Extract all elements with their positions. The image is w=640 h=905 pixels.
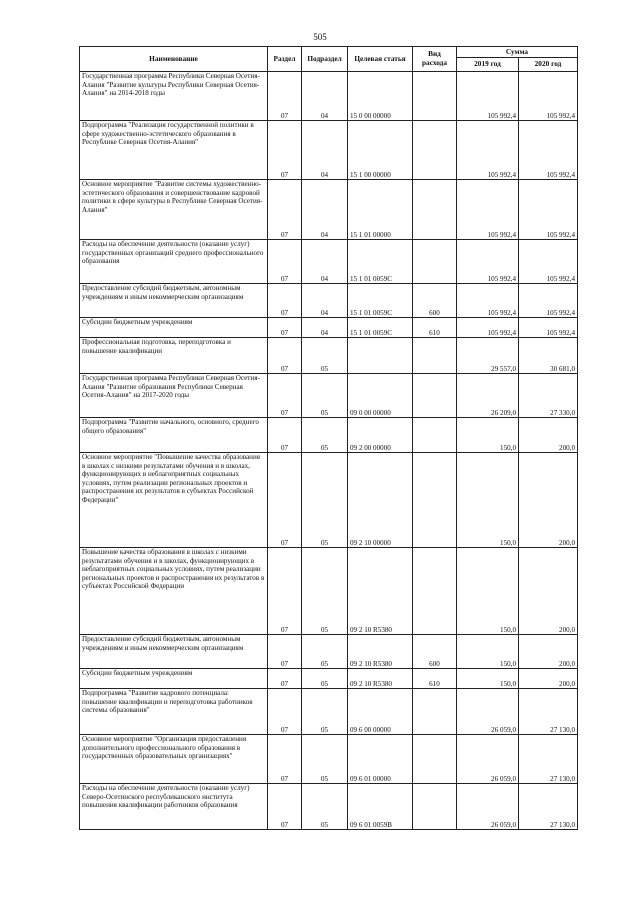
row-amount-2020: 200,0 <box>519 669 578 689</box>
row-subsection: 04 <box>302 180 348 240</box>
row-expense-type <box>413 548 457 635</box>
table-row <box>80 284 578 318</box>
row-expense-type: 610 <box>413 318 457 338</box>
row-section: 07 <box>268 180 302 240</box>
row-target-article <box>348 338 413 374</box>
row-expense-type <box>413 453 457 548</box>
row-section: 07 <box>268 418 302 453</box>
row-amount-2020: 105 992,4 <box>519 180 578 240</box>
header-expense-type: Вид расхода <box>413 47 457 72</box>
row-amount-2019: 105 992,4 <box>457 318 519 338</box>
header-target-article: Целевая статья <box>348 47 413 72</box>
row-name: Профессиональная подготовка, переподготовка и повышение квалификации <box>80 338 268 374</box>
row-expense-type: 600 <box>413 284 457 318</box>
row-target-article: 09 0 00 00000 <box>348 374 413 418</box>
row-expense-type <box>413 784 457 830</box>
row-amount-2020: 105 992,4 <box>519 284 578 318</box>
row-amount-2020: 105 992,4 <box>519 318 578 338</box>
table-header <box>80 47 578 72</box>
table-row <box>80 418 578 453</box>
row-expense-type <box>413 338 457 374</box>
row-subsection: 05 <box>302 735 348 784</box>
row-target-article: 09 2 10 R5380 <box>348 669 413 689</box>
row-subsection: 04 <box>302 72 348 121</box>
row-subsection: 04 <box>302 240 348 284</box>
row-target-article: 09 2 10 R5380 <box>348 548 413 635</box>
table-row <box>80 72 578 121</box>
row-section: 07 <box>268 72 302 121</box>
table-body <box>80 72 578 830</box>
row-name: Подпрограмма "Развитие кадрового потенциала: повышение квалификации и переподготовка работников системы образования" <box>80 689 268 735</box>
row-subsection: 04 <box>302 284 348 318</box>
row-subsection: 05 <box>302 338 348 374</box>
header-year-2020: 2020 год <box>519 58 578 72</box>
row-target-article: 15 1 01 0059С <box>348 318 413 338</box>
header-name: Наименование <box>80 47 268 72</box>
header-section: Раздел <box>268 47 302 72</box>
row-target-article: 15 1 01 0059С <box>348 240 413 284</box>
header-year-2019: 2019 год <box>457 58 519 72</box>
row-name: Государственная программа Республики Северная Осетия-Алания "Развитие образования Республики Северная Осетия-Алания" на 2017-2020 годы <box>80 374 268 418</box>
row-amount-2019: 150,0 <box>457 635 519 669</box>
row-subsection: 05 <box>302 689 348 735</box>
row-name: Повышение качества образования в школах с низкими результатами обучения и в школах, функционирующих в неблагоприятных социальных условиях, путем реализации региональных проектов и распространения их результатов в субъектах Российской Федерации <box>80 548 268 635</box>
table-row <box>80 669 578 689</box>
row-section: 07 <box>268 284 302 318</box>
row-expense-type <box>413 374 457 418</box>
budget-table <box>79 46 578 830</box>
row-target-article: 09 2 10 R5380 <box>348 635 413 669</box>
row-section: 07 <box>268 374 302 418</box>
row-section: 07 <box>268 318 302 338</box>
row-amount-2019: 150,0 <box>457 453 519 548</box>
row-target-article: 15 0 00 00000 <box>348 72 413 121</box>
row-name: Основное мероприятие "Развитие системы художественно-эстетического образования и совершенствование кадровой политики в сфере культуры в Республике Северная Осетия-Алания" <box>80 180 268 240</box>
row-amount-2019: 105 992,4 <box>457 284 519 318</box>
row-expense-type <box>413 72 457 121</box>
table-row <box>80 318 578 338</box>
row-section: 07 <box>268 689 302 735</box>
row-name: Государственная программа Республики Северная Осетия-Алания "Развитие культуры Республики Северная Осетия-Алания" на 2014-2018 годы <box>80 72 268 121</box>
row-amount-2020: 200,0 <box>519 548 578 635</box>
row-name: Расходы на обеспечение деятельности (оказание услуг) Северо-Осетинского республиканского института повышения квалификации работников образования <box>80 784 268 830</box>
row-target-article: 09 6 01 00000 <box>348 735 413 784</box>
row-amount-2020: 200,0 <box>519 418 578 453</box>
table-row <box>80 453 578 548</box>
row-amount-2019: 105 992,4 <box>457 180 519 240</box>
row-section: 07 <box>268 121 302 180</box>
row-amount-2019: 29 557,0 <box>457 338 519 374</box>
row-target-article: 09 2 00 00000 <box>348 418 413 453</box>
row-expense-type <box>413 121 457 180</box>
row-section: 07 <box>268 635 302 669</box>
row-amount-2020: 27 130,0 <box>519 735 578 784</box>
row-name: Подпрограмма "Реализация государственной политики в сфере художественно-эстетического образования в Республике Северная Осетия-Алания" <box>80 121 268 180</box>
table-row <box>80 180 578 240</box>
header-subsection: Подраздел <box>302 47 348 72</box>
row-target-article: 15 1 01 00000 <box>348 180 413 240</box>
row-amount-2019: 26 059,0 <box>457 735 519 784</box>
row-section: 07 <box>268 735 302 784</box>
row-amount-2020: 105 992,4 <box>519 240 578 284</box>
row-amount-2019: 150,0 <box>457 548 519 635</box>
row-name: Подпрограмма "Развитие начального, основного, среднего общего образования" <box>80 418 268 453</box>
row-amount-2020: 27 330,0 <box>519 374 578 418</box>
table-row <box>80 121 578 180</box>
row-amount-2019: 26 209,0 <box>457 374 519 418</box>
row-amount-2020: 105 992,4 <box>519 72 578 121</box>
row-subsection: 05 <box>302 374 348 418</box>
row-section: 07 <box>268 338 302 374</box>
row-expense-type <box>413 735 457 784</box>
row-subsection: 05 <box>302 418 348 453</box>
row-amount-2020: 30 681,0 <box>519 338 578 374</box>
row-name: Основное мероприятие "Повышение качества образования в школах с низкими результатами обучения и в школах, функционирующих в неблагоприятных социальных условиях, путем реализации региональных проектов и распространения их результатов в субъектах Российской Федерации" <box>80 453 268 548</box>
row-subsection: 05 <box>302 453 348 548</box>
row-amount-2019: 105 992,4 <box>457 121 519 180</box>
row-amount-2020: 27 130,0 <box>519 689 578 735</box>
row-amount-2019: 150,0 <box>457 669 519 689</box>
row-section: 07 <box>268 240 302 284</box>
row-name: Субсидии бюджетным учреждениям <box>80 318 268 338</box>
row-amount-2019: 150,0 <box>457 418 519 453</box>
table-row <box>80 689 578 735</box>
row-name: Расходы на обеспечение деятельности (оказание услуг) государственных организаций среднего профессионального образования <box>80 240 268 284</box>
row-name: Предоставление субсидий бюджетным, автономным учреждениям и иным некоммерческим организациям <box>80 284 268 318</box>
table-row <box>80 784 578 830</box>
row-amount-2019: 26 059,0 <box>457 689 519 735</box>
table-row <box>80 635 578 669</box>
row-expense-type <box>413 240 457 284</box>
row-amount-2019: 105 992,4 <box>457 72 519 121</box>
table-row <box>80 338 578 374</box>
row-subsection: 04 <box>302 121 348 180</box>
row-subsection: 04 <box>302 318 348 338</box>
row-amount-2020: 200,0 <box>519 635 578 669</box>
row-subsection: 05 <box>302 784 348 830</box>
row-subsection: 05 <box>302 548 348 635</box>
row-target-article: 09 6 00 00000 <box>348 689 413 735</box>
table-row <box>80 735 578 784</box>
row-target-article: 15 1 01 0059С <box>348 284 413 318</box>
row-expense-type <box>413 180 457 240</box>
row-name: Предоставление субсидий бюджетным, автономным учреждениям и иным некоммерческим организациям <box>80 635 268 669</box>
row-target-article: 09 6 01 0059В <box>348 784 413 830</box>
table-row <box>80 240 578 284</box>
header-amount: Сумма <box>457 47 578 58</box>
row-expense-type: 610 <box>413 669 457 689</box>
row-amount-2020: 105 992,4 <box>519 121 578 180</box>
row-target-article: 15 1 00 00000 <box>348 121 413 180</box>
row-section: 07 <box>268 453 302 548</box>
row-amount-2019: 105 992,4 <box>457 240 519 284</box>
row-section: 07 <box>268 669 302 689</box>
row-target-article: 09 2 10 00000 <box>348 453 413 548</box>
row-expense-type <box>413 689 457 735</box>
row-expense-type <box>413 418 457 453</box>
row-amount-2020: 27 130,0 <box>519 784 578 830</box>
page-number: 505 <box>313 32 327 42</box>
row-section: 07 <box>268 784 302 830</box>
row-amount-2019: 26 059,0 <box>457 784 519 830</box>
row-section: 07 <box>268 548 302 635</box>
row-name: Основное мероприятие "Организация предоставления дополнительного профессионального образования в государственных образовательных организациях" <box>80 735 268 784</box>
row-expense-type: 600 <box>413 635 457 669</box>
row-subsection: 05 <box>302 635 348 669</box>
table-row <box>80 548 578 635</box>
row-amount-2020: 200,0 <box>519 453 578 548</box>
table-row <box>80 374 578 418</box>
row-name: Субсидии бюджетным учреждениям <box>80 669 268 689</box>
row-subsection: 05 <box>302 669 348 689</box>
